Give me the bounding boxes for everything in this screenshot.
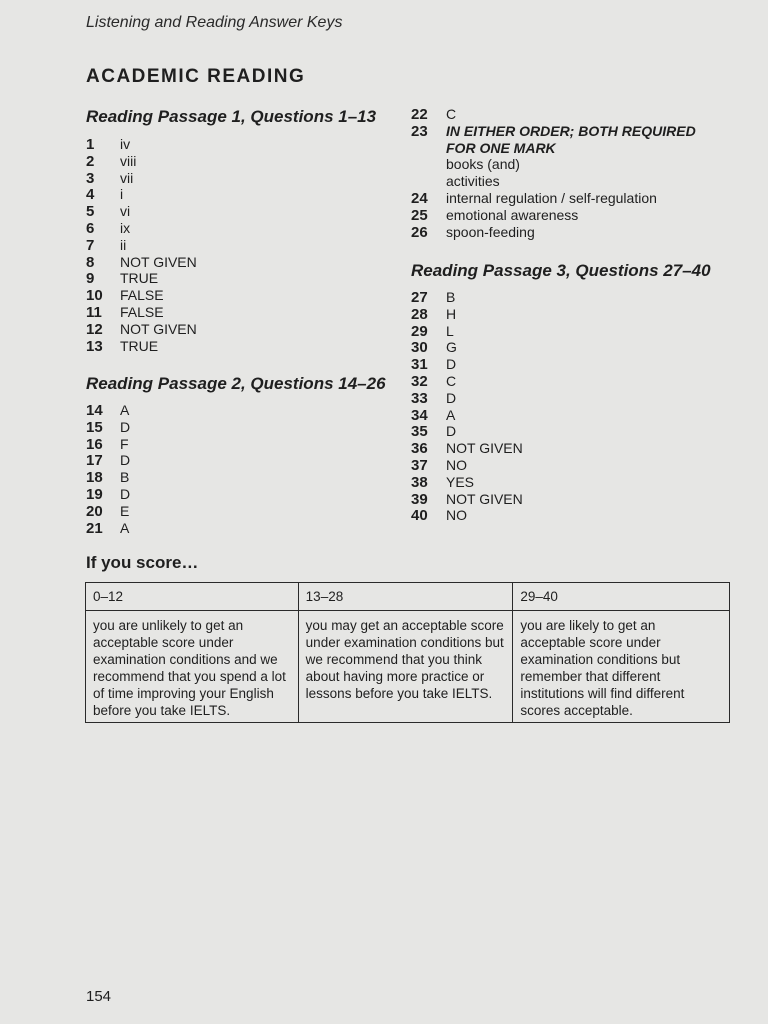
answer-text: i <box>120 186 124 203</box>
answer-text: ix <box>120 219 131 236</box>
question-number: 10 <box>86 287 103 305</box>
answer-row <box>411 457 523 474</box>
question-number: 30 <box>411 339 428 357</box>
answer-row <box>411 289 523 306</box>
question-number: 28 <box>411 305 428 323</box>
question-number: 9 <box>86 270 95 288</box>
question-number: 17 <box>86 452 103 470</box>
answer-row <box>86 136 197 153</box>
question-number: 39 <box>411 490 428 508</box>
answer-text: B <box>446 289 456 305</box>
answer-row <box>86 503 130 520</box>
question-number: 6 <box>86 219 95 237</box>
question-number: 26 <box>411 223 428 241</box>
score-band: 29–40 <box>513 583 730 611</box>
answer-text: G <box>446 339 457 356</box>
question-number: 33 <box>411 389 428 407</box>
answer-instruction: FOR ONE MARK <box>446 139 556 156</box>
answer-row <box>411 474 523 491</box>
question-number: 40 <box>411 507 428 525</box>
question-number: 20 <box>86 502 103 520</box>
score-description: you may get an acceptable score under examination conditions but we recommend that you think about having more practice or lessons before you take IELTS. <box>298 611 513 723</box>
question-number: 34 <box>411 406 428 424</box>
answer-row <box>86 452 130 469</box>
question-number: 31 <box>411 356 428 374</box>
answer-row <box>411 156 696 173</box>
answer-text: E <box>120 502 130 519</box>
answer-row <box>86 254 197 271</box>
question-number: 18 <box>86 469 103 487</box>
answer-row <box>411 106 696 123</box>
answer-text: activities <box>446 173 500 190</box>
score-description-row <box>86 611 730 723</box>
score-band: 0–12 <box>86 583 299 611</box>
answer-text: D <box>120 418 131 435</box>
page-number: 154 <box>86 988 112 1005</box>
answer-text: NOT GIVEN <box>120 320 197 337</box>
question-number: 38 <box>411 473 428 491</box>
answer-text: H <box>446 305 457 322</box>
answer-text: viii <box>120 152 137 169</box>
question-number: 11 <box>86 303 102 321</box>
answer-text: C <box>446 106 457 122</box>
answer-row <box>411 339 523 356</box>
section-title: ACADEMIC READING <box>86 66 306 87</box>
running-header: Listening and Reading Answer Keys <box>86 14 343 31</box>
answer-row <box>86 287 197 304</box>
question-number: 32 <box>411 372 428 390</box>
answer-text: ii <box>120 236 127 253</box>
question-number: 4 <box>86 186 95 204</box>
answer-row <box>411 207 696 224</box>
question-number: 2 <box>86 152 95 170</box>
answer-row <box>411 356 523 373</box>
answer-row <box>86 237 197 254</box>
answer-instruction: IN EITHER ORDER; BOTH REQUIRED <box>446 122 696 139</box>
question-number: 13 <box>86 337 103 355</box>
answer-text: iv <box>120 136 131 152</box>
answer-text: D <box>446 356 457 373</box>
answer-text: YES <box>446 473 475 490</box>
answer-row <box>86 419 130 436</box>
answer-text: A <box>120 402 130 418</box>
answer-text: TRUE <box>120 337 159 354</box>
answer-text: NO <box>446 456 467 473</box>
answer-row <box>86 220 197 237</box>
answer-row <box>86 402 130 419</box>
answer-text: D <box>120 452 131 469</box>
score-description: you are likely to get an acceptable score under examination conditions but remember that different institutions will find different scores acceptable. <box>513 611 730 723</box>
passage-1-heading: Reading Passage 1, Questions 1–13 <box>86 107 377 126</box>
answer-text: A <box>446 406 456 423</box>
answer-row <box>86 321 197 338</box>
score-section-title: If you score… <box>86 553 199 572</box>
answer-text: spoon-feeding <box>446 223 535 240</box>
answer-text: L <box>446 322 454 339</box>
answer-text: NO <box>446 507 467 524</box>
score-band: 13–28 <box>298 583 513 611</box>
answer-row <box>411 440 523 457</box>
passage-3-heading: Reading Passage 3, Questions 27–40 <box>411 261 711 280</box>
answer-text: D <box>446 423 457 440</box>
answer-row <box>86 153 197 170</box>
passage-1-answers <box>86 136 197 354</box>
answer-text: NOT GIVEN <box>446 490 523 507</box>
answer-text: internal regulation / self-regulation <box>446 189 657 206</box>
answer-row <box>411 224 696 241</box>
answer-row <box>411 373 523 390</box>
question-number: 29 <box>411 322 428 340</box>
answer-text: C <box>446 372 457 389</box>
passage-2-answers-left <box>86 402 130 536</box>
answer-row <box>411 423 523 440</box>
question-number: 12 <box>86 320 103 338</box>
answer-text: NOT GIVEN <box>120 253 197 270</box>
question-number: 23 <box>411 122 428 140</box>
answer-row <box>411 123 696 140</box>
answer-text: NOT GIVEN <box>446 440 523 457</box>
answer-text: emotional awareness <box>446 206 579 223</box>
question-number: 37 <box>411 456 428 474</box>
answer-row <box>86 170 197 187</box>
question-number: 36 <box>411 440 428 458</box>
answer-text: B <box>120 469 130 486</box>
answer-text: D <box>446 389 457 406</box>
question-number: 27 <box>411 289 428 306</box>
question-number: 1 <box>86 136 95 153</box>
answer-text: TRUE <box>120 270 159 287</box>
answer-text: A <box>120 519 130 536</box>
answer-row <box>86 436 130 453</box>
answer-row <box>411 173 696 190</box>
answer-text: vi <box>120 203 131 220</box>
question-number: 3 <box>86 169 95 187</box>
question-number: 24 <box>411 189 428 207</box>
answer-row <box>86 469 130 486</box>
answer-row <box>411 306 523 323</box>
question-number: 8 <box>86 253 95 271</box>
answer-row <box>411 491 523 508</box>
answer-row <box>411 190 696 207</box>
answer-row <box>411 390 523 407</box>
answer-row <box>411 507 523 524</box>
question-number: 15 <box>86 418 103 436</box>
answer-row <box>86 203 197 220</box>
answer-row <box>86 304 197 321</box>
question-number: 22 <box>411 106 428 123</box>
question-number: 19 <box>86 485 103 503</box>
question-number: 35 <box>411 423 428 441</box>
answer-row <box>86 270 197 287</box>
score-band-row <box>86 583 730 611</box>
answer-row <box>411 140 696 157</box>
answer-text: FALSE <box>120 303 164 320</box>
question-number: 14 <box>86 402 103 419</box>
answer-row <box>411 323 523 340</box>
question-number: 25 <box>411 206 428 224</box>
answer-row <box>86 186 197 203</box>
answer-row <box>86 486 130 503</box>
question-number: 7 <box>86 236 95 254</box>
answer-text: F <box>120 435 129 452</box>
answer-text: books (and) <box>446 156 520 173</box>
answer-text: D <box>120 485 131 502</box>
answer-row <box>411 407 523 424</box>
passage-2-heading: Reading Passage 2, Questions 14–26 <box>86 374 386 393</box>
answer-row <box>86 338 197 355</box>
passage-3-answers <box>411 289 523 524</box>
score-table <box>85 582 730 723</box>
answer-text: FALSE <box>120 287 164 304</box>
question-number: 16 <box>86 435 103 453</box>
question-number: 21 <box>86 519 103 537</box>
answer-text: vii <box>120 169 134 186</box>
question-number: 5 <box>86 203 95 221</box>
score-description: you are unlikely to get an acceptable score under examination conditions and we recommend that you spend a lot of time improving your English before you take IELTS. <box>86 611 299 723</box>
passage-2-answers-right <box>411 106 696 240</box>
answer-row <box>86 520 130 537</box>
